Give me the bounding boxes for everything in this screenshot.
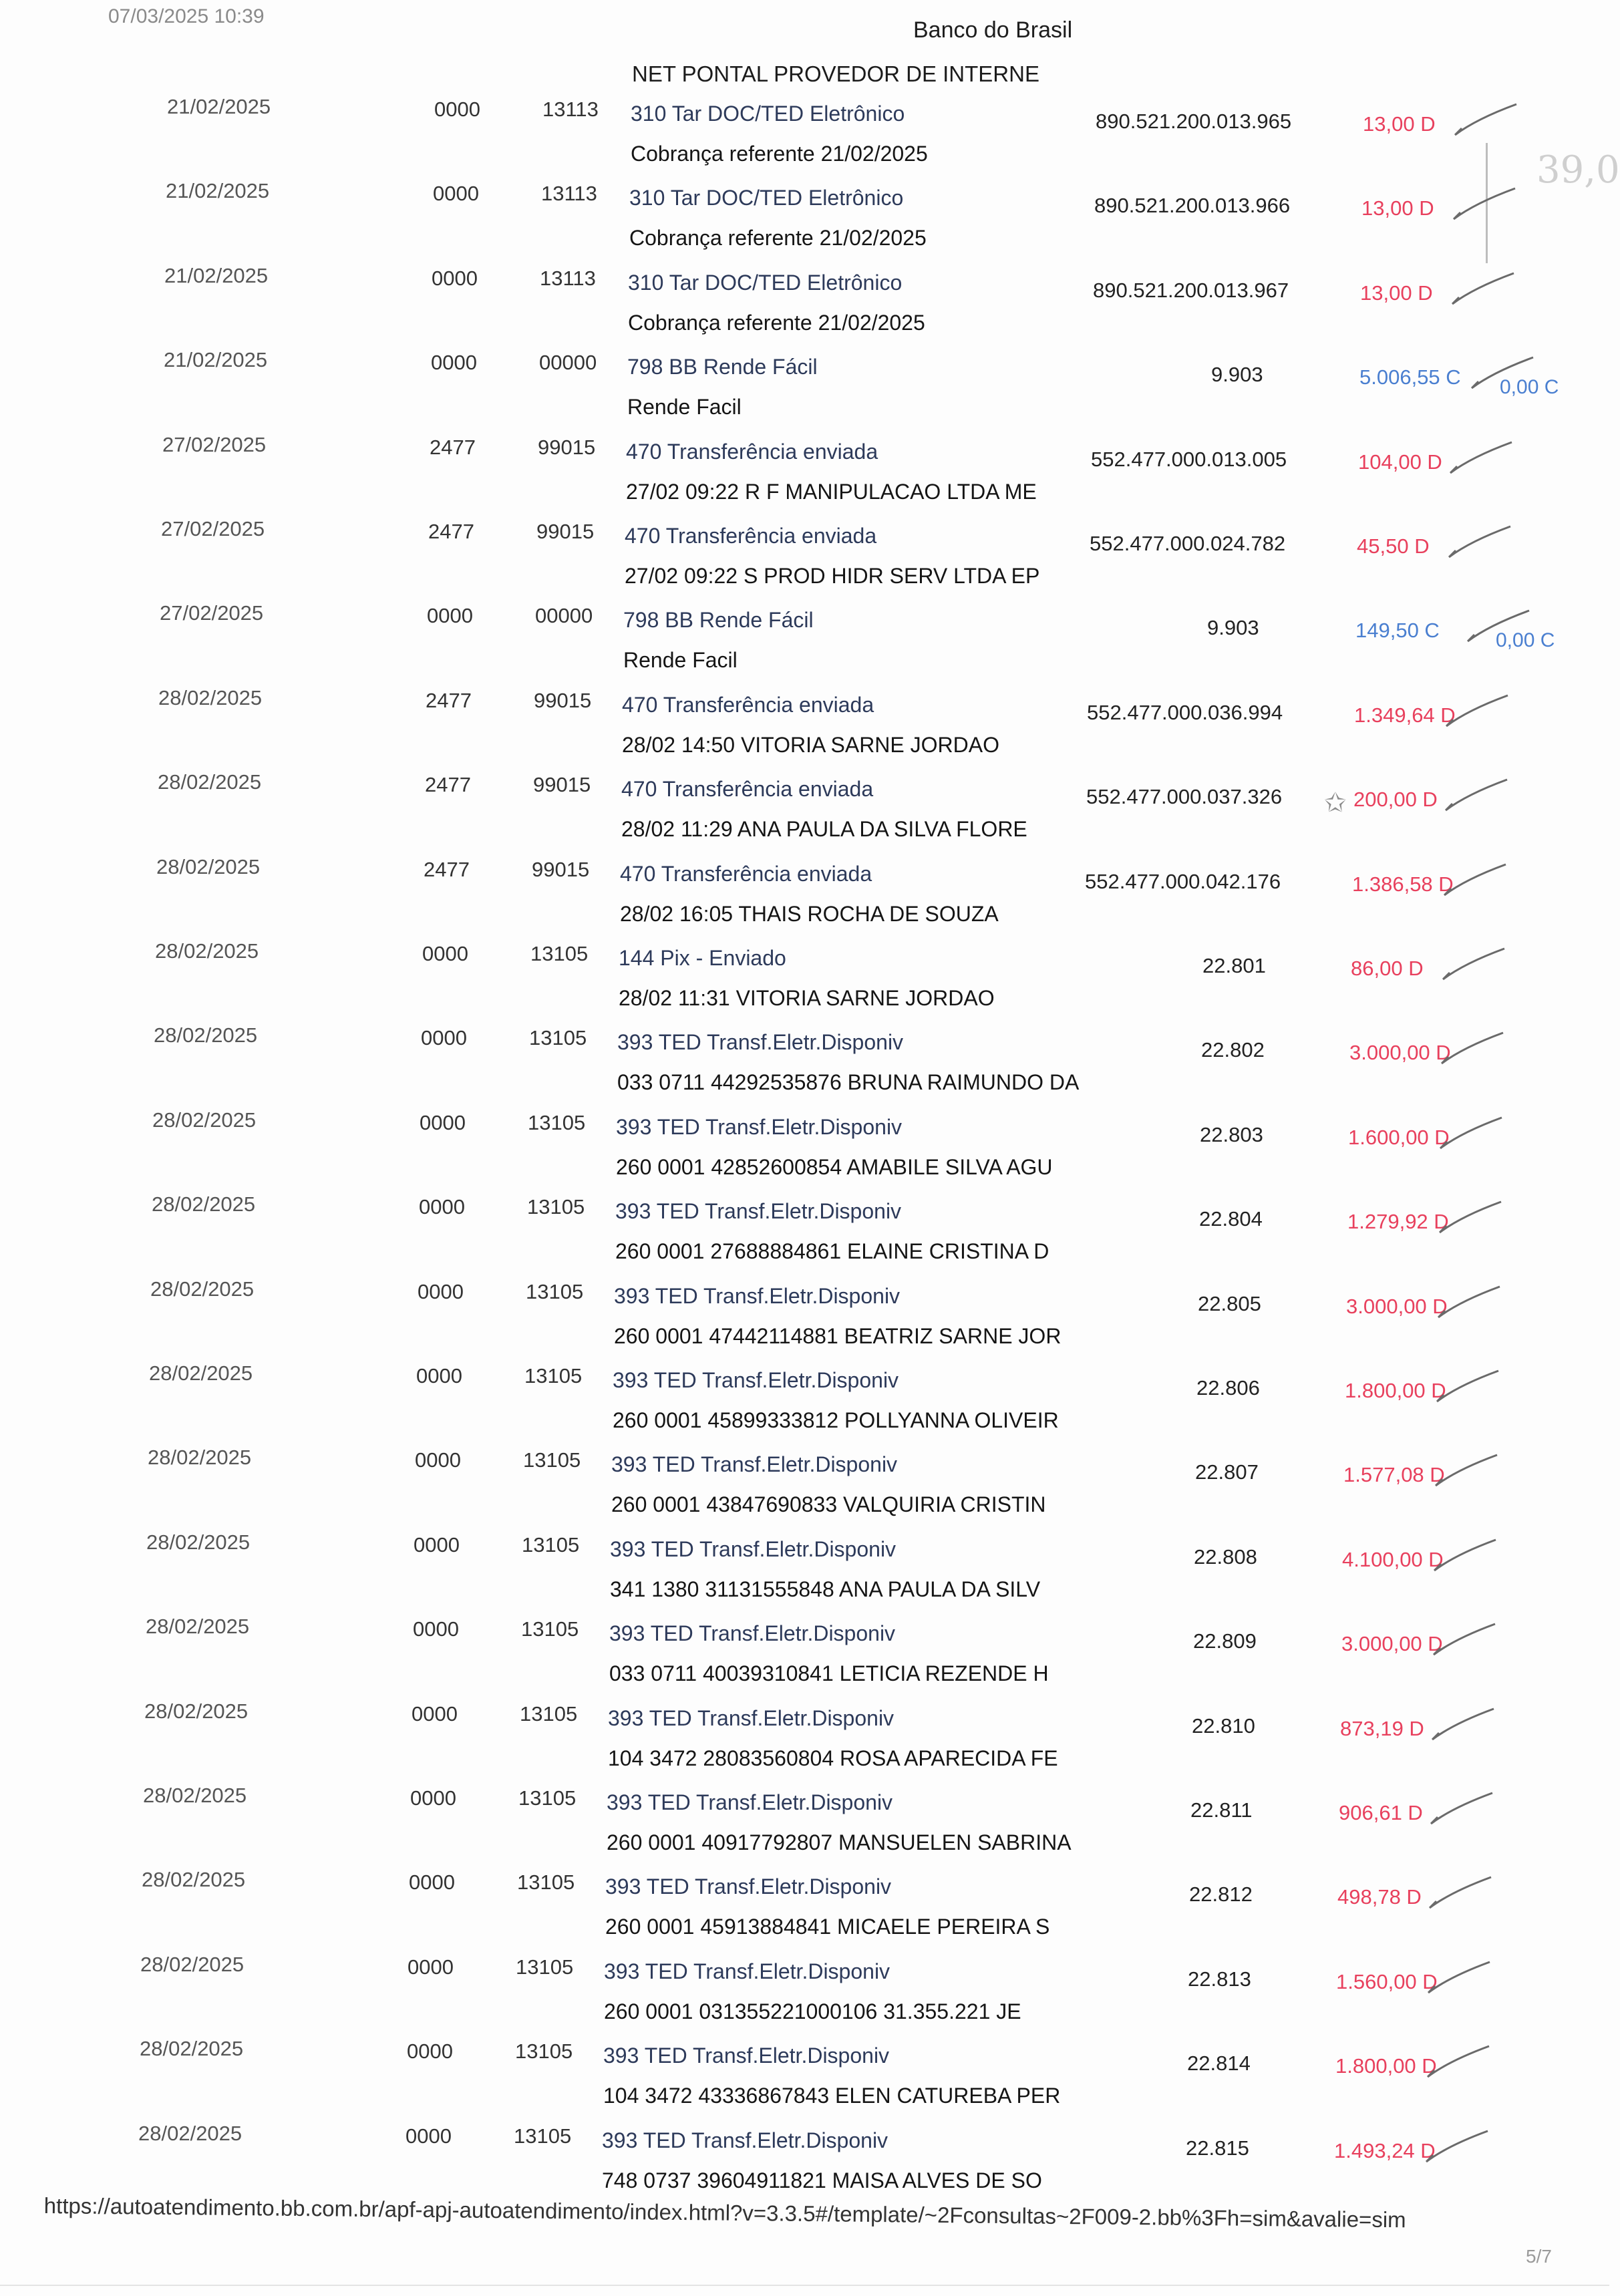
transaction-batch: 13105 bbox=[528, 1110, 586, 1134]
transaction-value: 1.560,00 D bbox=[1336, 1969, 1438, 1993]
transaction-history: 393 TED Transf.Eletr.Disponiv bbox=[605, 1874, 892, 1899]
transaction-detail: 341 1380 31131555848 ANA PAULA DA SILV bbox=[610, 1577, 1041, 1601]
transaction-agency: 2477 bbox=[424, 857, 470, 881]
transaction-agency: 0000 bbox=[427, 604, 473, 628]
transaction-batch: 13105 bbox=[526, 1279, 584, 1303]
transaction-date: 27/02/2025 bbox=[162, 432, 267, 456]
transaction-row bbox=[0, 1108, 1595, 1192]
transaction-value: 1.600,00 D bbox=[1348, 1125, 1450, 1149]
transaction-value: 4.100,00 D bbox=[1342, 1547, 1444, 1571]
transaction-document: 22.806 bbox=[1196, 1376, 1260, 1400]
transaction-history: 470 Transferência enviada bbox=[621, 777, 874, 802]
transaction-row bbox=[0, 2037, 1582, 2121]
transaction-date: 28/02/2025 bbox=[148, 1446, 252, 1470]
transaction-document: 9.903 bbox=[1207, 616, 1259, 640]
transaction-document: 22.808 bbox=[1194, 1544, 1257, 1569]
transaction-agency: 0000 bbox=[410, 1786, 456, 1810]
transaction-document: 890.521.200.013.966 bbox=[1094, 194, 1291, 218]
transaction-agency: 0000 bbox=[434, 98, 480, 121]
check-mark-icon bbox=[1427, 1705, 1500, 1745]
transaction-document: 552.477.000.024.782 bbox=[1090, 532, 1286, 555]
transaction-document: 890.521.200.013.965 bbox=[1096, 110, 1292, 133]
check-mark-icon bbox=[1424, 1873, 1498, 1913]
transaction-history: 393 TED Transf.Eletr.Disponiv bbox=[603, 2043, 890, 2068]
transaction-batch: 13113 bbox=[540, 266, 596, 290]
transaction-value: 104,00 D bbox=[1358, 450, 1442, 474]
transaction-row bbox=[0, 1446, 1590, 1530]
transaction-batch: 13105 bbox=[524, 1364, 583, 1387]
check-mark-icon bbox=[1433, 1283, 1506, 1323]
transaction-history: 470 Transferência enviada bbox=[622, 692, 874, 717]
transaction-agency: 0000 bbox=[431, 351, 477, 375]
transaction-row bbox=[0, 939, 1597, 1023]
transaction-value: 3.000,00 D bbox=[1349, 1041, 1451, 1065]
transaction-document: 552.477.000.036.994 bbox=[1087, 700, 1283, 724]
transaction-date: 28/02/2025 bbox=[158, 770, 262, 794]
check-mark-icon bbox=[1441, 691, 1514, 731]
transaction-agency: 0000 bbox=[415, 1448, 461, 1472]
transaction-detail: 033 0711 44292535876 BRUNA RAIMUNDO DA bbox=[617, 1070, 1080, 1095]
check-mark-icon bbox=[1445, 438, 1518, 478]
transaction-batch: 99015 bbox=[532, 857, 590, 881]
transaction-detail: 260 0001 43847690833 VALQUIRIA CRISTIN bbox=[611, 1492, 1046, 1517]
transaction-history: 393 TED Transf.Eletr.Disponiv bbox=[610, 1536, 897, 1561]
check-mark-icon bbox=[1448, 184, 1522, 224]
transaction-detail: 27/02 09:22 R F MANIPULACAO LTDA ME bbox=[626, 479, 1037, 504]
transaction-agency: 0000 bbox=[414, 1532, 460, 1556]
transaction-agency: 0000 bbox=[407, 2039, 453, 2064]
transaction-date: 28/02/2025 bbox=[142, 1868, 246, 1892]
transaction-value: 1.493,24 D bbox=[1334, 2138, 1436, 2162]
transaction-document: 22.814 bbox=[1187, 2052, 1251, 2076]
transaction-batch: 13105 bbox=[514, 2124, 572, 2148]
transaction-value: 13,00 D bbox=[1363, 112, 1436, 136]
transaction-detail: 104 3472 28083560804 ROSA APARECIDA FE bbox=[608, 1746, 1058, 1770]
transaction-document: 552.477.000.013.005 bbox=[1091, 447, 1287, 471]
check-mark-icon bbox=[1440, 776, 1514, 816]
transaction-history: 393 TED Transf.Eletr.Disponiv bbox=[608, 1705, 895, 1730]
transaction-date: 21/02/2025 bbox=[167, 95, 271, 118]
bottom-divider bbox=[0, 2285, 1609, 2286]
transaction-history: 393 TED Transf.Eletr.Disponiv bbox=[609, 1621, 896, 1646]
transaction-row bbox=[0, 95, 1609, 179]
transaction-detail: Rende Facil bbox=[623, 648, 738, 673]
transaction-detail: 28/02 14:50 VITORIA SARNE JORDAO bbox=[622, 732, 999, 757]
print-timestamp: 07/03/2025 10:39 bbox=[108, 5, 265, 27]
transaction-document: 22.812 bbox=[1189, 1882, 1253, 1907]
check-mark-icon bbox=[1447, 269, 1520, 309]
transaction-detail: 27/02 09:22 S PROD HIDR SERV LTDA EP bbox=[625, 564, 1040, 588]
transaction-date: 28/02/2025 bbox=[149, 1361, 253, 1385]
page-number: 5/7 bbox=[1526, 2246, 1552, 2267]
continued-detail-line: NET PONTAL PROVEDOR DE INTERNE bbox=[632, 61, 1039, 86]
transaction-document: 22.809 bbox=[1193, 1629, 1257, 1653]
transaction-detail: 260 0001 47442114881 BEATRIZ SARNE JOR bbox=[614, 1323, 1062, 1348]
transaction-date: 28/02/2025 bbox=[140, 2037, 244, 2061]
transaction-history: 393 TED Transf.Eletr.Disponiv bbox=[616, 1114, 903, 1139]
transaction-agency: 0000 bbox=[418, 1279, 464, 1303]
transaction-history: 798 BB Rende Fácil bbox=[623, 608, 814, 633]
transaction-batch: 00000 bbox=[535, 604, 593, 628]
check-mark-icon bbox=[1432, 1367, 1505, 1407]
check-mark-icon bbox=[1422, 2042, 1496, 2082]
transaction-batch: 99015 bbox=[534, 688, 592, 712]
transaction-date: 28/02/2025 bbox=[152, 1108, 257, 1132]
transaction-date: 27/02/2025 bbox=[160, 601, 264, 625]
transaction-value: 45,50 D bbox=[1357, 534, 1430, 558]
transaction-document: 22.807 bbox=[1195, 1460, 1259, 1484]
transaction-agency: 0000 bbox=[416, 1364, 462, 1387]
transaction-document: 9.903 bbox=[1211, 363, 1263, 387]
check-mark-icon bbox=[1438, 945, 1511, 985]
transaction-detail: Cobrança referente 21/02/2025 bbox=[629, 226, 927, 251]
transaction-document: 22.805 bbox=[1198, 1291, 1261, 1315]
transaction-document: 552.477.000.037.326 bbox=[1086, 785, 1283, 809]
transaction-agency: 2477 bbox=[428, 520, 474, 543]
check-mark-icon bbox=[1436, 1029, 1510, 1069]
check-mark-icon bbox=[1450, 100, 1523, 140]
transaction-history: 393 TED Transf.Eletr.Disponiv bbox=[613, 1368, 899, 1392]
transaction-date: 21/02/2025 bbox=[166, 179, 270, 203]
transaction-date: 21/02/2025 bbox=[164, 348, 268, 372]
transaction-history: 310 Tar DOC/TED Eletrônico bbox=[629, 186, 904, 210]
transaction-date: 28/02/2025 bbox=[138, 2121, 242, 2145]
transaction-history: 393 TED Transf.Eletr.Disponiv bbox=[617, 1030, 904, 1055]
transaction-date: 27/02/2025 bbox=[161, 517, 265, 540]
transaction-batch: 13105 bbox=[529, 1026, 587, 1050]
transaction-row bbox=[0, 264, 1607, 348]
transaction-value: 3.000,00 D bbox=[1341, 1632, 1443, 1656]
check-mark-icon bbox=[1430, 1451, 1504, 1491]
transaction-history: 470 Transferência enviada bbox=[626, 439, 878, 464]
transaction-detail: 260 0001 45913884841 MICAELE PEREIRA S bbox=[605, 1915, 1050, 1939]
transaction-agency: 0000 bbox=[412, 1701, 458, 1726]
transaction-batch: 13105 bbox=[518, 1786, 577, 1810]
transaction-batch: 13105 bbox=[527, 1195, 585, 1219]
transaction-row bbox=[0, 1784, 1585, 1868]
transaction-value: 13,00 D bbox=[1361, 196, 1434, 220]
transaction-value: 1.349,64 D bbox=[1354, 703, 1456, 727]
transaction-history: 393 TED Transf.Eletr.Disponiv bbox=[611, 1452, 898, 1477]
transaction-detail: Cobrança referente 21/02/2025 bbox=[628, 310, 925, 335]
check-mark-icon bbox=[1426, 1789, 1499, 1829]
star-icon: ✩ bbox=[1324, 788, 1347, 818]
transaction-date: 28/02/2025 bbox=[143, 1784, 247, 1807]
transaction-date: 28/02/2025 bbox=[152, 1192, 256, 1216]
transaction-detail: 28/02 16:05 THAIS ROCHA DE SOUZA bbox=[620, 901, 999, 926]
transaction-batch: 13113 bbox=[542, 98, 599, 121]
transaction-row bbox=[0, 2122, 1581, 2206]
footer-url: https://autoatendimento.bb.com.br/apf-apj-autoatendimento/index.html?v=3.3.5#/template/~2Fconsultas~2F009-2.bb%3Fh=sim&avalie=sim bbox=[43, 2193, 1406, 2233]
transaction-value: 1.577,08 D bbox=[1343, 1463, 1445, 1487]
transaction-batch: 13105 bbox=[520, 1701, 578, 1726]
transaction-detail: 28/02 11:29 ANA PAULA DA SILVA FLORE bbox=[621, 817, 1027, 842]
transaction-row bbox=[0, 1868, 1584, 1952]
transaction-date: 28/02/2025 bbox=[154, 1023, 258, 1047]
transaction-row bbox=[0, 601, 1602, 685]
transaction-value: 200,00 D bbox=[1353, 788, 1438, 812]
transaction-row bbox=[0, 348, 1606, 432]
transaction-history: 470 Transferência enviada bbox=[620, 861, 872, 886]
transaction-document: 552.477.000.042.176 bbox=[1085, 869, 1281, 893]
transaction-batch: 13105 bbox=[516, 1955, 574, 1979]
transaction-date: 28/02/2025 bbox=[156, 854, 261, 878]
check-mark-icon bbox=[1439, 860, 1512, 900]
transaction-document: 22.802 bbox=[1201, 1038, 1265, 1062]
transaction-document: 890.521.200.013.967 bbox=[1093, 278, 1289, 302]
transaction-history: 393 TED Transf.Eletr.Disponiv bbox=[607, 1790, 893, 1814]
transaction-batch: 13113 bbox=[541, 182, 597, 206]
transaction-row bbox=[0, 1277, 1593, 1361]
transaction-batch: 13105 bbox=[523, 1448, 581, 1472]
transaction-value: 1.800,00 D bbox=[1345, 1379, 1446, 1402]
check-mark-icon bbox=[1462, 607, 1536, 647]
transaction-date: 28/02/2025 bbox=[158, 685, 263, 709]
transaction-batch: 99015 bbox=[538, 435, 596, 459]
transaction-detail: 748 0737 39604911821 MAISA ALVES DE SO bbox=[602, 2168, 1042, 2192]
transaction-row bbox=[0, 1615, 1588, 1699]
transaction-batch: 13105 bbox=[515, 2039, 573, 2064]
transaction-row bbox=[0, 1699, 1587, 1784]
handwritten-side-mark: 39,0 bbox=[1536, 148, 1620, 192]
transaction-batch: 99015 bbox=[536, 520, 595, 543]
transaction-agency: 0000 bbox=[421, 1026, 467, 1050]
transaction-history: 393 TED Transf.Eletr.Disponiv bbox=[615, 1199, 902, 1224]
transaction-balance: 0,00 C bbox=[1500, 376, 1559, 399]
transaction-detail: 260 0001 27688884861 ELAINE CRISTINA D bbox=[615, 1239, 1049, 1264]
transaction-agency: 0000 bbox=[413, 1617, 459, 1641]
transaction-value: 5.006,55 C bbox=[1359, 365, 1461, 389]
transaction-row bbox=[0, 1953, 1583, 2037]
check-mark-icon bbox=[1434, 1198, 1508, 1238]
transaction-value: 3.000,00 D bbox=[1346, 1294, 1448, 1318]
transaction-date: 21/02/2025 bbox=[164, 263, 269, 287]
transaction-date: 28/02/2025 bbox=[144, 1699, 249, 1723]
transaction-value: 1.386,58 D bbox=[1352, 872, 1454, 896]
transaction-detail: 033 0711 40039310841 LETICIA REZENDE H bbox=[609, 1661, 1049, 1686]
transaction-row bbox=[0, 1530, 1589, 1615]
check-mark-icon bbox=[1428, 1620, 1502, 1660]
transaction-detail: Cobrança referente 21/02/2025 bbox=[631, 142, 928, 166]
transaction-agency: 0000 bbox=[432, 266, 478, 290]
transaction-detail: 28/02 11:31 VITORIA SARNE JORDAO bbox=[619, 986, 995, 1010]
transaction-agency: 0000 bbox=[422, 942, 468, 965]
check-mark-icon bbox=[1435, 1114, 1508, 1154]
transaction-batch: 13105 bbox=[517, 1870, 575, 1895]
transaction-detail: 260 0001 40917792807 MANSUELEN SABRINA bbox=[607, 1830, 1072, 1854]
transaction-value: 149,50 C bbox=[1355, 619, 1440, 643]
transaction-document: 22.804 bbox=[1199, 1207, 1263, 1231]
transaction-batch: 13105 bbox=[522, 1532, 580, 1556]
transaction-history: 393 TED Transf.Eletr.Disponiv bbox=[614, 1283, 901, 1308]
transaction-agency: 0000 bbox=[420, 1110, 466, 1134]
bank-name: Banco do Brasil bbox=[913, 17, 1073, 43]
transaction-date: 28/02/2025 bbox=[140, 1952, 245, 1976]
transaction-history: 393 TED Transf.Eletr.Disponiv bbox=[602, 2128, 888, 2152]
transaction-balance: 0,00 C bbox=[1496, 629, 1555, 652]
check-mark-icon bbox=[1429, 1536, 1502, 1576]
transaction-detail: Rende Facil bbox=[627, 395, 742, 420]
transaction-detail: 104 3472 43336867843 ELEN CATUREBA PER bbox=[603, 2084, 1061, 2108]
transaction-agency: 0000 bbox=[409, 1870, 455, 1895]
transaction-row bbox=[0, 1023, 1596, 1108]
transaction-history: 798 BB Rende Fácil bbox=[627, 355, 818, 379]
transaction-agency: 0000 bbox=[419, 1195, 465, 1219]
transaction-row bbox=[0, 179, 1608, 263]
transaction-row bbox=[0, 1361, 1591, 1446]
transaction-history: 144 Pix - Enviado bbox=[619, 946, 786, 970]
transaction-history: 393 TED Transf.Eletr.Disponiv bbox=[604, 1959, 890, 1983]
transaction-detail: 260 0001 42852600854 AMABILE SILVA AGU bbox=[616, 1154, 1053, 1179]
transaction-agency: 2477 bbox=[426, 688, 472, 712]
transaction-document: 22.815 bbox=[1186, 2136, 1249, 2160]
transaction-date: 28/02/2025 bbox=[146, 1530, 251, 1554]
transaction-value: 873,19 D bbox=[1340, 1716, 1424, 1740]
transaction-value: 86,00 D bbox=[1351, 957, 1424, 980]
check-mark-icon bbox=[1421, 2127, 1494, 2167]
transaction-agency: 0000 bbox=[433, 182, 479, 206]
transaction-date: 28/02/2025 bbox=[146, 1615, 250, 1639]
transaction-row bbox=[0, 1192, 1594, 1277]
transaction-date: 28/02/2025 bbox=[150, 1277, 255, 1301]
transaction-document: 22.801 bbox=[1202, 954, 1266, 977]
transaction-batch: 13105 bbox=[530, 942, 589, 965]
transaction-date: 28/02/2025 bbox=[155, 939, 259, 963]
transaction-row bbox=[0, 855, 1599, 939]
transaction-batch: 13105 bbox=[521, 1617, 579, 1641]
transaction-history: 470 Transferência enviada bbox=[625, 524, 877, 548]
transaction-history: 310 Tar DOC/TED Eletrônico bbox=[628, 270, 903, 295]
check-mark-icon bbox=[1466, 353, 1540, 393]
transaction-document: 22.811 bbox=[1190, 1798, 1253, 1822]
transaction-value: 1.800,00 D bbox=[1335, 2054, 1437, 2078]
check-mark-icon bbox=[1444, 522, 1517, 562]
transaction-batch: 00000 bbox=[539, 351, 597, 375]
transaction-row bbox=[0, 770, 1600, 854]
transaction-detail: 260 0001 031355221000106 31.355.221 JE bbox=[604, 1999, 1021, 2023]
transaction-agency: 2477 bbox=[430, 435, 476, 459]
transaction-agency: 0000 bbox=[408, 1955, 454, 1979]
transaction-value: 13,00 D bbox=[1360, 281, 1433, 305]
transaction-value: 498,78 D bbox=[1337, 1885, 1422, 1909]
transaction-row bbox=[0, 686, 1601, 770]
transaction-value: 1.279,92 D bbox=[1347, 1210, 1449, 1234]
transaction-row bbox=[0, 517, 1603, 601]
transaction-row bbox=[0, 433, 1605, 517]
transaction-document: 22.813 bbox=[1188, 1967, 1251, 1991]
transaction-value: 906,61 D bbox=[1339, 1801, 1423, 1824]
transaction-agency: 2477 bbox=[425, 773, 471, 797]
transaction-agency: 0000 bbox=[406, 2124, 452, 2148]
transaction-history: 310 Tar DOC/TED Eletrônico bbox=[631, 102, 905, 126]
transaction-document: 22.803 bbox=[1200, 1122, 1263, 1146]
transaction-detail: 260 0001 45899333812 POLLYANNA OLIVEIR bbox=[613, 1408, 1059, 1432]
transaction-document: 22.810 bbox=[1192, 1713, 1255, 1738]
check-mark-icon bbox=[1423, 1958, 1496, 1998]
transaction-batch: 99015 bbox=[533, 773, 591, 797]
